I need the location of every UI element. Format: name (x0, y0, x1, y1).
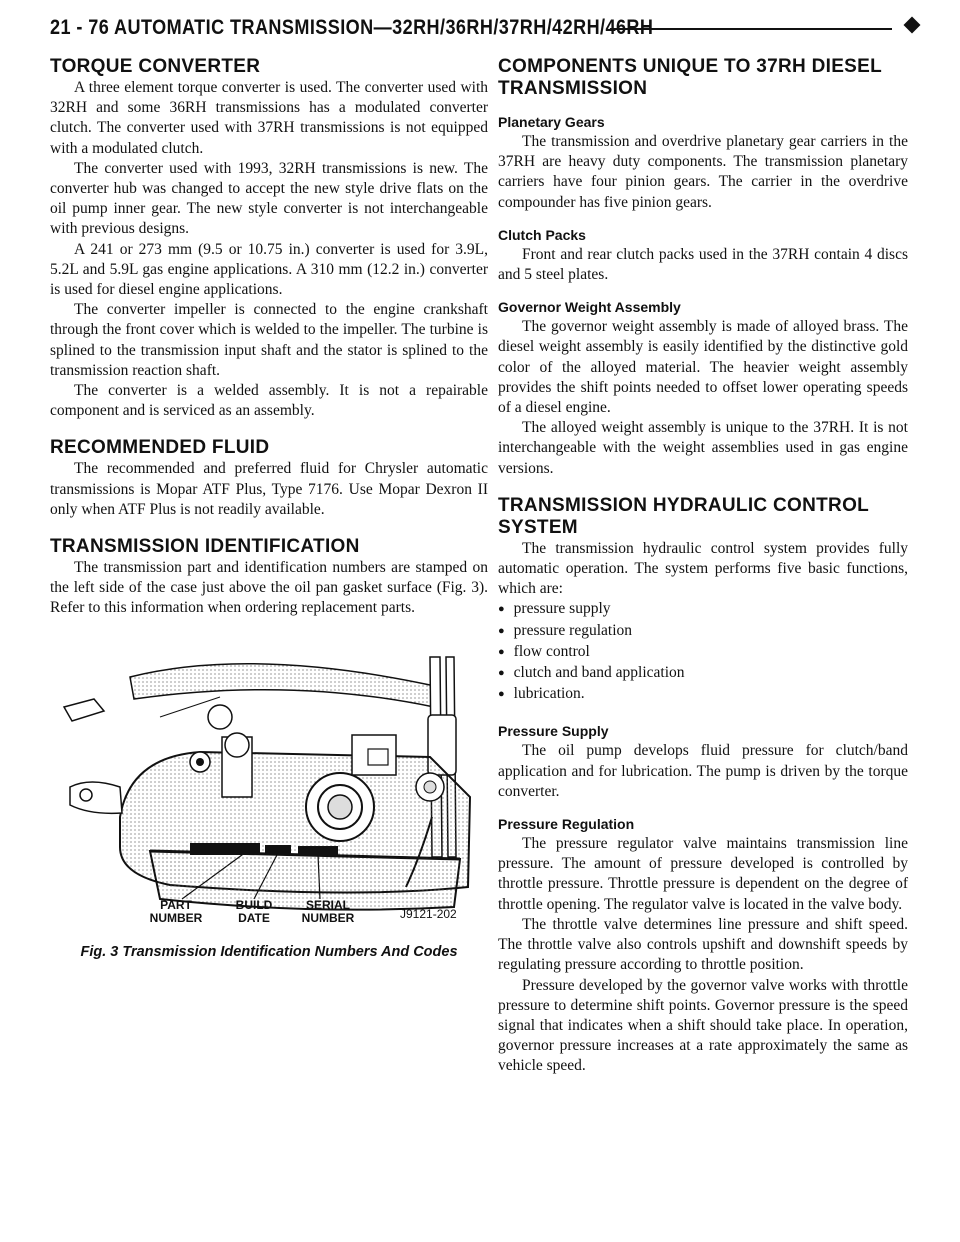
function-list (498, 599, 908, 705)
torque-p3: A 241 or 273 mm (9.5 or 10.75 in.) converter is used for 3.9L, 5.2L and 5.9L gas engine applications. A 310 mm (12.2 in.) converter is used for diesel engine applications. (50, 240, 488, 299)
planetary-gears-heading: Planetary Gears (498, 114, 605, 130)
torque-converter-heading: TORQUE CONVERTER (50, 56, 261, 77)
figure-caption: Fig. 3 Transmission Identification Numbers And Codes (80, 943, 458, 960)
list-item: ● flow control (498, 642, 908, 663)
hydraulic-heading: TRANSMISSION HYDRAULIC CONTROL SYSTEM (498, 494, 869, 538)
regulation-p2: The throttle valve determines line pressure and shift speed. The throttle valve also controls upshift and downshift speeds by regulating pressure according to throttle position. (498, 915, 908, 974)
governor-p1: The governor weight assembly is made of alloyed brass. The diesel weight assembly is easily identified by the distinctive gold color of the alloyed material. The heavier weight assembly provides the shift points needed to offset lower operating speeds of a diesel engine. (498, 318, 908, 417)
planetary-p1: The transmission and overdrive planetary gear carriers in the 37RH are heavy duty components. The transmission planetary carriers have four pinion gears. The carrier in the overdrive compounder has five pinion gears. (498, 133, 908, 211)
fluid-p1: The recommended and preferred fluid for Chrysler automatic transmissions is Mopar ATF Plus, Type 7176. Use Mopar Dexron II only when ATF Plus is not readily available. (50, 460, 488, 518)
list-item: ● clutch and band application (498, 663, 908, 684)
serial-number-label: SERIAL NUMBER (301, 897, 355, 925)
pressure-regulation-heading: Pressure Regulation (498, 816, 635, 833)
hydraulic-p1: The transmission hydraulic control system provides fully automatic operation. The system performs five basic functions, which are: (498, 539, 908, 598)
figure-code: J9121-202 (400, 906, 457, 921)
supply-p1: The oil pump develops fluid pressure for clutch/band application and for lubrication. The pump is driven by the torque converter. (498, 742, 908, 800)
list-item: ● pressure regulation (498, 621, 908, 642)
governor-p2: The alloyed weight assembly is unique to the 37RH. It is not interchangeable with the weight assemblies used in gas engine versions. (498, 419, 908, 477)
ident-p1: The transmission part and identification numbers are stamped on the left side of the case just above the oil pan gasket surface (Fig. 3). Refer to this information when ordering replacement parts. (50, 559, 488, 617)
pressure-supply-heading: Pressure Supply (498, 723, 609, 740)
transmission-identification-heading: TRANSMISSION IDENTIFICATION (50, 536, 360, 558)
list-item: ● pressure supply (498, 599, 908, 620)
part-number-label: PART NUMBER (149, 897, 203, 925)
transmission-illustration (50, 637, 488, 937)
left-column (50, 56, 488, 962)
torque-p4: The converter impeller is connected to the engine crankshaft through the front cover which is welded to the impeller. The turbine is splined to the transmission input shaft and the stator is splined to the transmission reaction shaft. (50, 301, 488, 379)
torque-p2: The converter used with 1993, 32RH transmissions is new. The converter hub was changed to accept the new style drive flats on the oil pump inner gear. The new style converter is not interchangeable with previous designs. (50, 159, 488, 238)
build-date-label: BUILD DATE (235, 897, 273, 925)
right-column (498, 56, 908, 1077)
clutch-packs-heading: Clutch Packs (498, 226, 586, 243)
torque-p5: The converter is a welded assembly. It is not a repairable component and is serviced as an assembly. (50, 382, 488, 420)
regulation-p3: Pressure developed by the governor valve works with throttle pressure to determine shift points. Governor pressure is the speed signal that indicates when a shift should take place. In operation, governor pressure increases at a rate approximately the same as vehicle speed. (498, 976, 908, 1075)
figure-3 (50, 637, 488, 937)
list-item: ● lubrication. (498, 684, 908, 705)
regulation-p1: The pressure regulator valve maintains transmission line pressure. The amount of pressure developed is controlled by throttle pressure. Throttle pressure is dependent on the degree of throttle opening. The regulator valve is located in the valve body. (498, 835, 908, 913)
header-rule (610, 28, 892, 30)
recommended-fluid-heading: RECOMMENDED FLUID (50, 437, 270, 459)
page-header (50, 12, 918, 44)
torque-p1: A three element torque converter is used. The converter used with 32RH and some 36RH transmissions has a modulated converter clutch. The converter used with 37RH transmissions is not equipped with a modulated clutch. (50, 79, 488, 157)
clutch-p1: Front and rear clutch packs used in the 37RH contain 4 discs and 5 steel plates. (498, 245, 908, 284)
components-heading: COMPONENTS UNIQUE TO 37RH DIESEL TRANSMISSION (498, 56, 882, 99)
diamond-icon (904, 17, 921, 34)
page-header-title: 21 - 76 AUTOMATIC TRANSMISSION—32RH/36RH/37RH/42RH/46RH (50, 16, 654, 39)
governor-heading: Governor Weight Assembly (498, 299, 681, 316)
